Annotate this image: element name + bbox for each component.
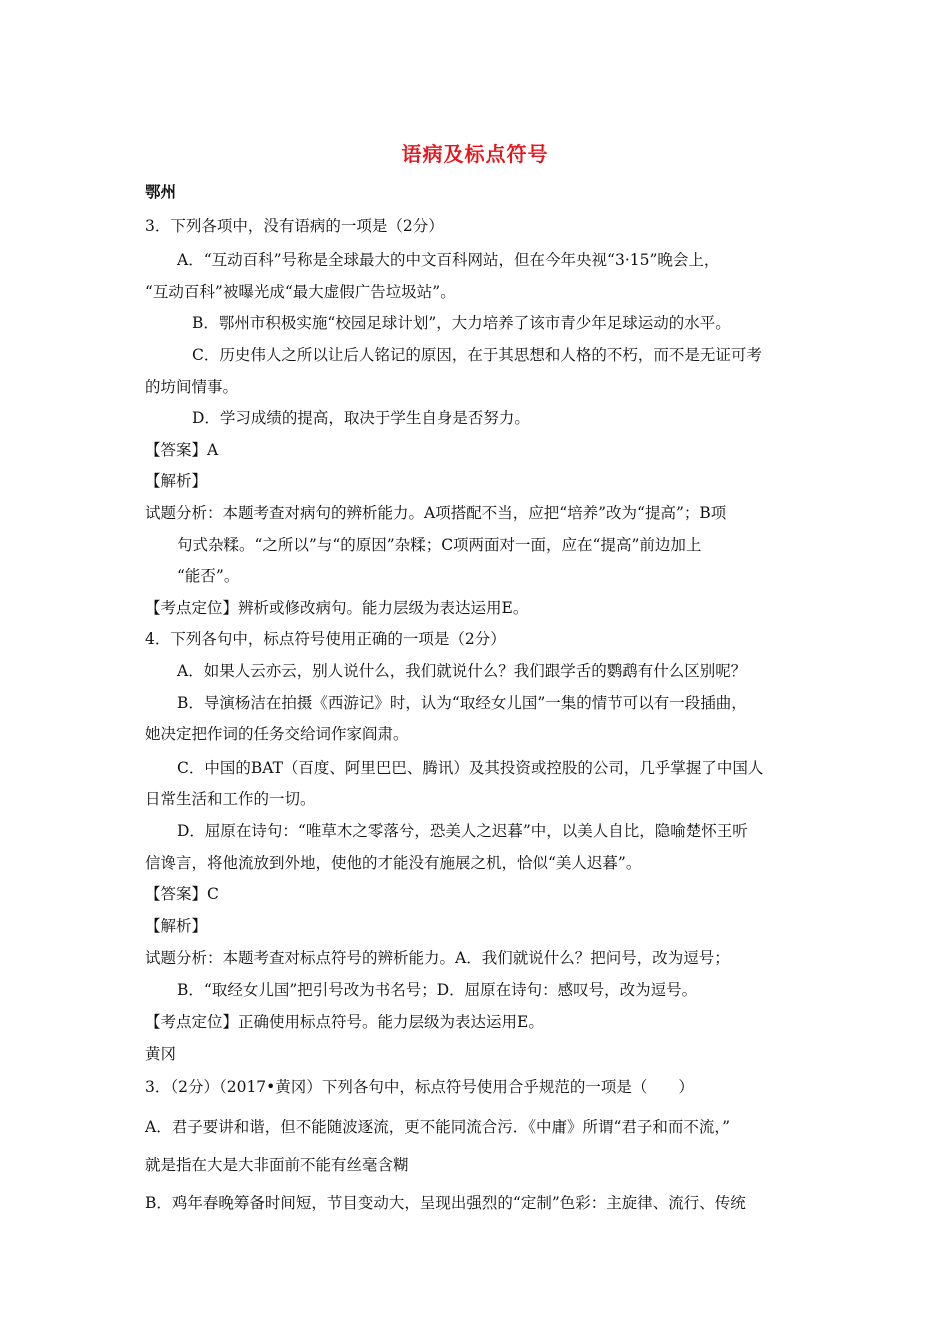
question-4-kaodian: 【考点定位】正确使用标点符号。能力层级为表达运用E。 xyxy=(145,1013,544,1031)
question-3-option-c: C．历史伟人之所以让后人铭记的原因，在于其思想和人格的不朽，而不是无证可考 xyxy=(192,346,762,364)
question-4-option-d: D．屈原在诗句：“唯草木之零落兮，恐美人之迟暮”中，以美人自比，隐喻楚怀王听 xyxy=(177,822,748,840)
huanggang-question-3-option-b: B．鸡年春晚筹备时间短，节目变动大，呈现出强烈的“定制”色彩：主旋律、流行、传统 xyxy=(145,1194,746,1212)
question-3-option-a: A．“互动百科”号称是全球最大的中文百科网站，但在今年央视“3·15”晚会上， xyxy=(177,251,720,269)
question-4-analysis-label: 【解析】 xyxy=(145,917,208,935)
question-4-stem: 4．下列各句中，标点符号使用正确的一项是（2分） xyxy=(145,630,506,648)
question-3-option-b: B．鄂州市积极实施“校园足球计划”，大力培养了该市青少年足球运动的水平。 xyxy=(192,314,731,332)
huanggang-question-3-option-a-cont: 就是指在大是大非面前不能有丝毫含糊 xyxy=(145,1156,409,1174)
question-3-stem: 3．下列各项中，没有语病的一项是（2分） xyxy=(145,217,444,235)
question-3-analysis-cont: 句式杂糅。“之所以”与“的原因”杂糅；C项两面对一面，应在“提高”前边加上 xyxy=(177,536,702,554)
question-3-analysis: 试题分析：本题考查对病句的辨析能力。A项搭配不当，应把“培养”改为“提高”；B项 xyxy=(145,504,727,522)
region-heading-huanggang: 黄冈 xyxy=(145,1045,177,1063)
question-3-option-d: D．学习成绩的提高，取决于学生自身是否努力。 xyxy=(192,409,530,427)
page-title: 语病及标点符号 xyxy=(401,142,549,166)
question-3-analysis-label: 【解析】 xyxy=(145,472,208,490)
question-4-answer: 【答案】C xyxy=(145,885,219,903)
question-4-option-b-cont: 她决定把作词的任务交给词作家阎肃。 xyxy=(145,725,409,743)
huanggang-question-3-option-a: A．君子要讲和谐，但不能随波逐流，更不能同流合污．《中庸》所谓“君子和而不流，” xyxy=(145,1118,731,1136)
region-heading-ezhou: 鄂州 xyxy=(145,183,177,201)
question-4-analysis: 试题分析：本题考查对标点符号的辨析能力。A．我们就说什么？把问号，改为逗号； xyxy=(145,949,730,967)
question-3-kaodian: 【考点定位】辨析或修改病句。能力层级为表达运用E。 xyxy=(145,599,529,617)
question-4-option-c-cont: 日常生活和工作的一切。 xyxy=(145,790,316,808)
question-4-option-b: B．导演杨洁在拍摄《西游记》时，认为“取经女儿国”一集的情节可以有一段插曲， xyxy=(177,694,747,712)
huanggang-question-3-stem: 3．（2分）（2017•黄冈）下列各句中，标点符号使用合乎规范的一项是（ ） xyxy=(145,1078,694,1096)
question-4-option-d-cont: 信谗言，将他流放到外地，使他的才能没有施展之机，恰似“美人迟暮”。 xyxy=(145,854,642,872)
question-3-analysis-cont-2: “能否”。 xyxy=(177,567,240,585)
question-3-option-c-cont: 的坊间情事。 xyxy=(145,378,239,396)
question-4-option-a: A．如果人云亦云，别人说什么，我们就说什么？我们跟学舌的鹦鹉有什么区别呢？ xyxy=(177,662,747,680)
question-4-option-c: C．中国的BAT（百度、阿里巴巴、腾讯）及其投资或控股的公司，几乎掌握了中国人 xyxy=(177,759,764,777)
question-3-answer: 【答案】A xyxy=(145,441,219,459)
question-3-option-a-cont: “互动百科”被曝光成“最大虚假广告垃圾站”。 xyxy=(145,283,456,301)
question-4-analysis-cont: B．“取经女儿国”把引号改为书名号；D．屈原在诗句：感叹号，改为逗号。 xyxy=(177,981,698,999)
